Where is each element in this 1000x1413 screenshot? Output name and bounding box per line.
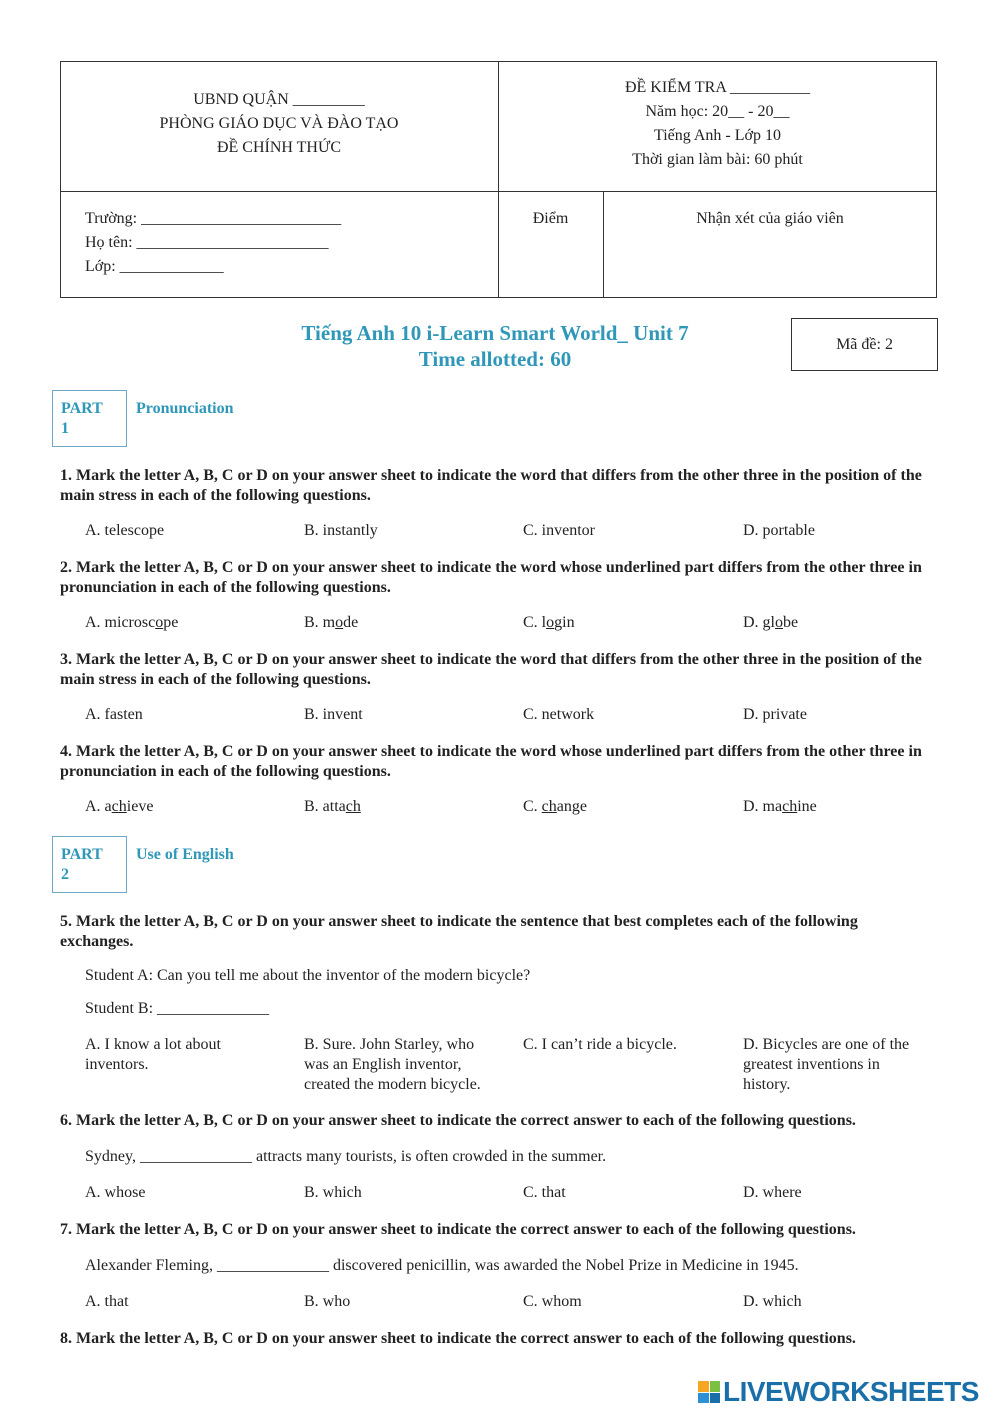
worksheet-title-line1: Tiếng Anh 10 i-Learn Smart World_ Unit 7 (301, 321, 689, 345)
worksheet-title (200, 320, 790, 372)
question-4: 4. Mark the letter A, B, C or D on your answer sheet to indicate the word whose underlined part differs from the other three in pronunciation in each of the following questions. (60, 743, 922, 780)
header-divider-horizontal (60, 191, 937, 192)
q2-option-b[interactable]: B. mode (304, 614, 359, 631)
q4-option-d[interactable]: D. machine (743, 798, 817, 815)
q4-option-a[interactable]: A. achieve (85, 798, 154, 815)
department-line: PHÒNG GIÁO DỤC VÀ ĐÀO TẠO (159, 115, 399, 132)
q6-option-a[interactable]: A. whose (85, 1184, 146, 1201)
question-2: 2. Mark the letter A, B, C or D on your answer sheet to indicate the word whose underlined part differs from the other three in pronunciation in each of the following questions. (60, 559, 922, 596)
q1-option-c[interactable]: C. inventor (523, 522, 595, 539)
question-5: 5. Mark the letter A, B, C or D on your answer sheet to indicate the sentence that best completes each of the following exchanges. (60, 913, 858, 950)
student-info-block (85, 207, 495, 279)
exam-code-box (791, 318, 938, 371)
q2-option-a[interactable]: A. microscope (85, 614, 179, 631)
exam-code: Mã đề: 2 (836, 335, 893, 353)
liveworksheets-logo-icon (698, 1381, 720, 1403)
header-right-block (498, 76, 937, 172)
question-8: 8. Mark the letter A, B, C or D on your answer sheet to indicate the correct answer to each of the following questions. (60, 1330, 856, 1347)
q3-option-a[interactable]: A. fasten (85, 706, 143, 723)
worksheet-title-line2: Time allotted: 60 (418, 347, 572, 371)
liveworksheets-brand: LIVEWORKSHEETS (723, 1376, 979, 1407)
q6-option-c[interactable]: C. that (523, 1184, 566, 1201)
q3-option-d[interactable]: D. private (743, 706, 807, 723)
q6-stem: Sydney, ______________ attracts many tourists, is often crowded in the summer. (85, 1148, 607, 1165)
duration-line: Thời gian làm bài: 60 phút (632, 151, 803, 168)
q3-option-c[interactable]: C. network (523, 706, 595, 723)
official-line: ĐỀ CHÍNH THỨC (216, 139, 342, 156)
q2-option-c[interactable]: C. login (523, 614, 575, 631)
question-3: 3. Mark the letter A, B, C or D on your answer sheet to indicate the word that differs from the other three in the position of the main stress in each of the following questions. (60, 651, 922, 688)
liveworksheets-logo (698, 1377, 994, 1407)
q1-option-b[interactable]: B. instantly (304, 522, 378, 539)
q5-option-d[interactable]: D. Bicycles are one of the greatest inventions in history. (743, 1036, 910, 1093)
q3-option-b[interactable]: B. invent (304, 706, 363, 723)
name-field[interactable]: Họ tên: ________________________ (85, 234, 329, 251)
q7-option-c[interactable]: C. whom (523, 1293, 582, 1310)
q7-option-b[interactable]: B. who (304, 1293, 351, 1310)
district-line: UBND QUẬN _________ (193, 91, 365, 108)
q4-option-b[interactable]: B. attach (304, 798, 361, 815)
part-2-title: Use of English (136, 846, 234, 863)
part-2-label (52, 836, 127, 893)
q2-option-d[interactable]: D. globe (743, 614, 799, 631)
q7-option-a[interactable]: A. that (85, 1293, 129, 1310)
q4-option-c[interactable]: C. change (523, 798, 587, 815)
part-1-title: Pronunciation (136, 400, 234, 417)
q5-option-c[interactable]: C. I can’t ride a bicycle. (523, 1036, 677, 1053)
q6-option-b[interactable]: B. which (304, 1184, 362, 1201)
header-left-block (60, 88, 498, 160)
class-field[interactable]: Lớp: _____________ (85, 258, 224, 275)
q6-option-d[interactable]: D. where (743, 1184, 802, 1201)
score-label: Điểm (532, 210, 569, 227)
subject-line: Tiếng Anh - Lớp 10 (654, 127, 781, 144)
teacher-comment-label: Nhận xét của giáo viên (696, 210, 844, 227)
question-7: 7. Mark the letter A, B, C or D on your answer sheet to indicate the correct answer to each of the following questions. (60, 1221, 856, 1238)
part-2-word: PART (61, 846, 103, 863)
part-1-word: PART (61, 400, 103, 417)
q5-option-b[interactable]: B. Sure. John Starley, who was an English inventor, created the modern bicycle. (304, 1036, 481, 1093)
part-2-number: 2 (61, 866, 69, 883)
q5-option-a[interactable]: A. I know a lot about inventors. (85, 1036, 221, 1073)
question-6: 6. Mark the letter A, B, C or D on your answer sheet to indicate the correct answer to each of the following questions. (60, 1112, 856, 1129)
q5-student-b: Student B: ______________ (85, 1000, 270, 1017)
part-1-label (52, 390, 127, 447)
q1-option-d[interactable]: D. portable (743, 522, 815, 539)
q1-option-a[interactable]: A. telescope (85, 522, 165, 539)
school-year-line: Năm học: 20__ - 20__ (645, 103, 790, 120)
exam-title-line: ĐỀ KIỂM TRA __________ (624, 79, 811, 96)
question-1: 1. Mark the letter A, B, C or D on your answer sheet to indicate the word that differs from the other three in the position of the main stress in each of the following questions. (60, 467, 922, 504)
q7-stem: Alexander Fleming, ______________ discovered penicillin, was awarded the Nobel Prize in Medicine in 1945. (85, 1257, 799, 1274)
q5-student-a: Student A: Can you tell me about the inventor of the modern bicycle? (85, 967, 531, 984)
part-1-number: 1 (61, 420, 69, 437)
q7-option-d[interactable]: D. which (743, 1293, 802, 1310)
school-field[interactable]: Trường: _________________________ (85, 210, 342, 227)
